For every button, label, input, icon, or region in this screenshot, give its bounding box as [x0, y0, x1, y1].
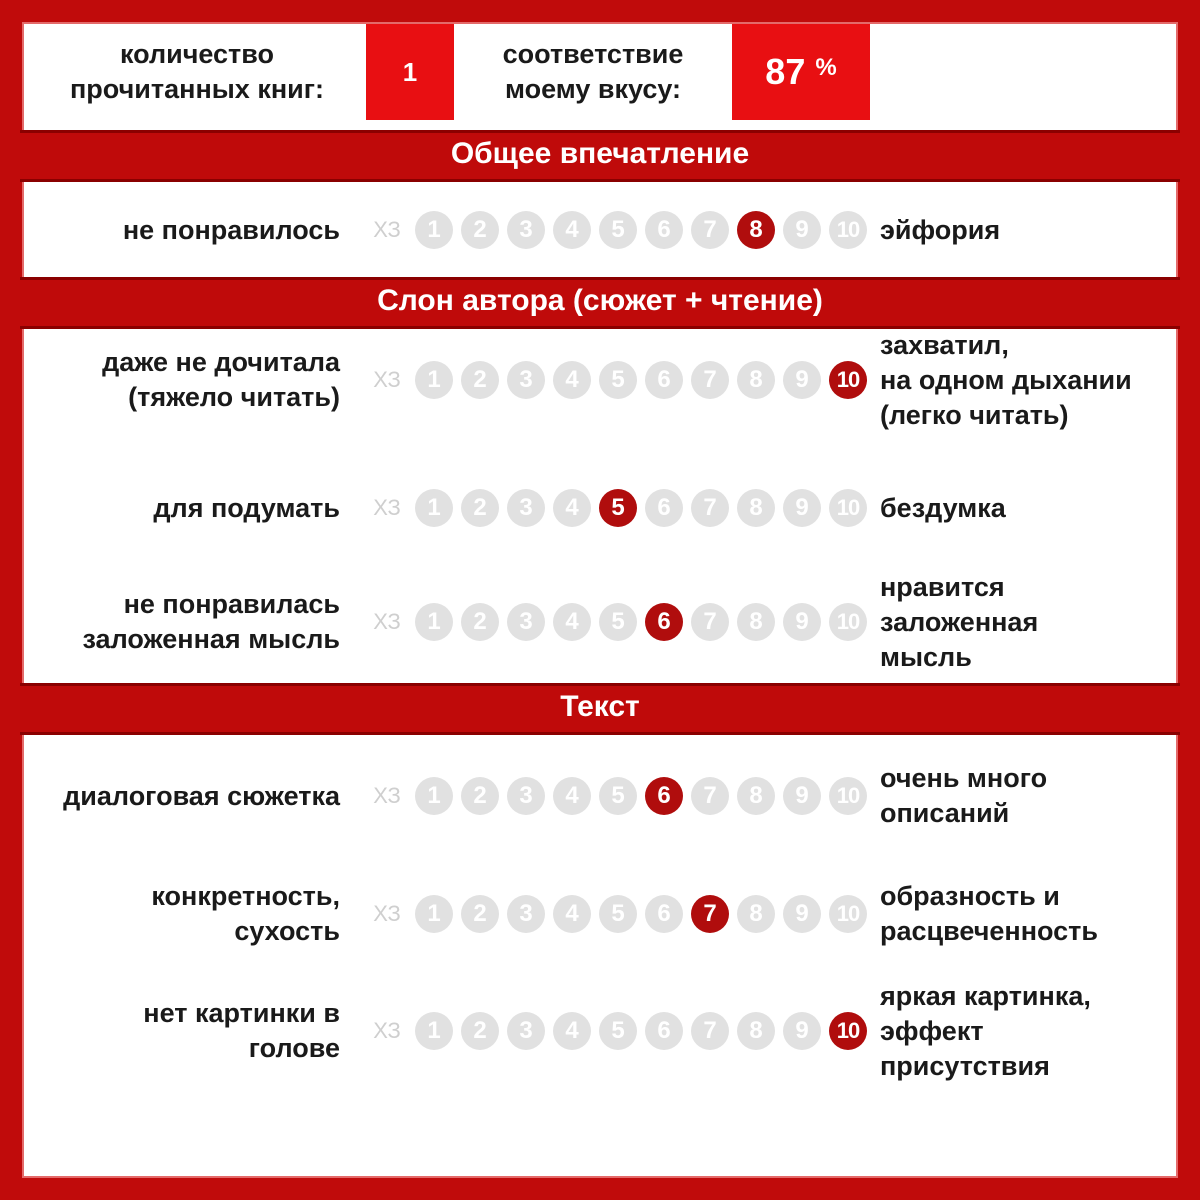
rating-right-label: яркая картинка, эффект присутствия	[880, 980, 1091, 1081]
rating-right-label: эйфория	[880, 214, 1001, 245]
scale-dot: 4	[553, 1012, 591, 1050]
scale-dot: 6	[645, 361, 683, 399]
scale-dont-know-option: ХЗ	[373, 783, 401, 808]
scale-dot-selected: 5	[599, 489, 637, 527]
taste-match-label: соответствие моему вкусу:	[502, 39, 684, 104]
section-title: Общее впечатление	[450, 137, 750, 170]
scale-dot: 2	[461, 895, 499, 933]
scale-dot: 8	[737, 489, 775, 527]
section-title: Текст	[560, 690, 640, 723]
scale-dot: 3	[507, 489, 545, 527]
scale-dot: 9	[783, 895, 821, 933]
rating-row	[24, 981, 1176, 1081]
scale-dot: 3	[507, 895, 545, 933]
scale-dot-selected: 10	[829, 361, 867, 399]
scale-dot: 4	[553, 211, 591, 249]
taste-match-unit: %	[815, 54, 837, 81]
scale-dot: 3	[507, 777, 545, 815]
rating-right-label: бездумка	[880, 492, 1006, 523]
scale-dot: 9	[783, 777, 821, 815]
rating-scale	[369, 775, 875, 817]
stats-header	[24, 24, 1176, 120]
scale-dot: 7	[691, 489, 729, 527]
scale-dot: 8	[737, 895, 775, 933]
scale-dot: 1	[415, 211, 453, 249]
scale-dot: 2	[461, 1012, 499, 1050]
rating-left-label: диалоговая сюжетка	[63, 780, 340, 811]
scale-dot: 6	[645, 489, 683, 527]
scale-dot: 6	[645, 1012, 683, 1050]
scale-dot: 4	[553, 361, 591, 399]
scale-dont-know-option: ХЗ	[373, 217, 401, 242]
scale-dot: 7	[691, 603, 729, 641]
scale-dot: 5	[599, 1012, 637, 1050]
scale-dot: 2	[461, 489, 499, 527]
scale-dot: 1	[415, 895, 453, 933]
scale-dont-know-option: ХЗ	[373, 1018, 401, 1043]
scale-dot: 1	[415, 361, 453, 399]
scale-dot: 1	[415, 777, 453, 815]
rating-right-label: захватил, на одном дыхании (легко читать)	[880, 329, 1132, 430]
scale-dot: 2	[461, 361, 499, 399]
rating-scale	[369, 1010, 875, 1052]
scale-dot: 3	[507, 361, 545, 399]
rating-left-label: даже не дочитала (тяжело читать)	[102, 347, 340, 412]
scale-dot: 3	[507, 603, 545, 641]
scale-dot: 10	[829, 777, 867, 815]
rating-row	[24, 572, 1176, 672]
taste-match-value: 87	[765, 51, 806, 92]
scale-dot-selected: 8	[737, 211, 775, 249]
scale-dot: 7	[691, 211, 729, 249]
scale-dot: 7	[691, 361, 729, 399]
rating-left-label: не понравилось	[122, 214, 340, 245]
scale-dont-know-option: ХЗ	[373, 367, 401, 392]
scale-dot: 2	[461, 603, 499, 641]
scale-dont-know-option: ХЗ	[373, 609, 401, 634]
section-header-3	[20, 683, 1180, 735]
scale-dot: 2	[461, 777, 499, 815]
scale-dot: 4	[553, 895, 591, 933]
rating-left-label: конкретность, сухость	[151, 881, 340, 946]
books-read-value: 1	[366, 24, 454, 120]
scale-dot: 9	[783, 361, 821, 399]
scale-dot: 8	[737, 361, 775, 399]
scale-dot: 10	[829, 895, 867, 933]
scale-dot: 7	[691, 1012, 729, 1050]
rating-scale	[369, 209, 875, 251]
scale-dot: 8	[737, 603, 775, 641]
scale-dot: 4	[553, 603, 591, 641]
scale-dot: 7	[691, 777, 729, 815]
scale-dot: 1	[415, 603, 453, 641]
scale-dot: 3	[507, 1012, 545, 1050]
scale-dot: 5	[599, 603, 637, 641]
scale-dot: 3	[507, 211, 545, 249]
scale-dot: 5	[599, 777, 637, 815]
scale-dot: 5	[599, 895, 637, 933]
scale-dot-selected: 6	[645, 603, 683, 641]
scale-dot: 5	[599, 211, 637, 249]
section-title: Слон автора (сюжет + чтение)	[377, 284, 823, 317]
scale-dot-selected: 10	[829, 1012, 867, 1050]
scale-dont-know-option: ХЗ	[373, 901, 401, 926]
rating-row	[24, 180, 1176, 280]
rating-right-label: образность и расцвеченность	[880, 881, 1098, 946]
section-header-1	[20, 130, 1180, 182]
scale-dot: 10	[829, 603, 867, 641]
rating-row	[24, 458, 1176, 558]
books-read-label: количество прочитанных книг:	[70, 39, 324, 104]
scale-dot: 5	[599, 361, 637, 399]
rating-scale	[369, 487, 875, 529]
rating-row	[24, 330, 1176, 430]
scale-dot: 1	[415, 489, 453, 527]
scale-dot: 10	[829, 211, 867, 249]
rating-left-label: нет картинки в голове	[143, 998, 340, 1063]
scale-dot: 9	[783, 1012, 821, 1050]
scale-dot: 4	[553, 489, 591, 527]
taste-match-box	[732, 24, 870, 120]
rating-scale	[369, 601, 875, 643]
section-header-2	[20, 277, 1180, 329]
rating-scale	[369, 893, 875, 935]
scale-dont-know-option: ХЗ	[373, 495, 401, 520]
rating-row	[24, 746, 1176, 846]
scale-dot: 8	[737, 1012, 775, 1050]
rating-row	[24, 864, 1176, 964]
scale-dot: 2	[461, 211, 499, 249]
rating-right-label: очень много описаний	[880, 763, 1048, 828]
scale-dot: 10	[829, 489, 867, 527]
rating-left-label: не понравилась заложенная мысль	[82, 589, 340, 654]
card-body	[22, 22, 1178, 1178]
scale-dot: 1	[415, 1012, 453, 1050]
rating-scale	[369, 359, 875, 401]
scale-dot: 4	[553, 777, 591, 815]
rating-right-label: нравится заложенная мысль	[880, 571, 1039, 672]
scale-dot: 6	[645, 211, 683, 249]
scale-dot: 9	[783, 603, 821, 641]
scale-dot: 6	[645, 895, 683, 933]
scale-dot-selected: 6	[645, 777, 683, 815]
scale-dot: 9	[783, 489, 821, 527]
rating-left-label: для подумать	[153, 492, 340, 523]
scale-dot-selected: 7	[691, 895, 729, 933]
scale-dot: 8	[737, 777, 775, 815]
scale-dot: 9	[783, 211, 821, 249]
